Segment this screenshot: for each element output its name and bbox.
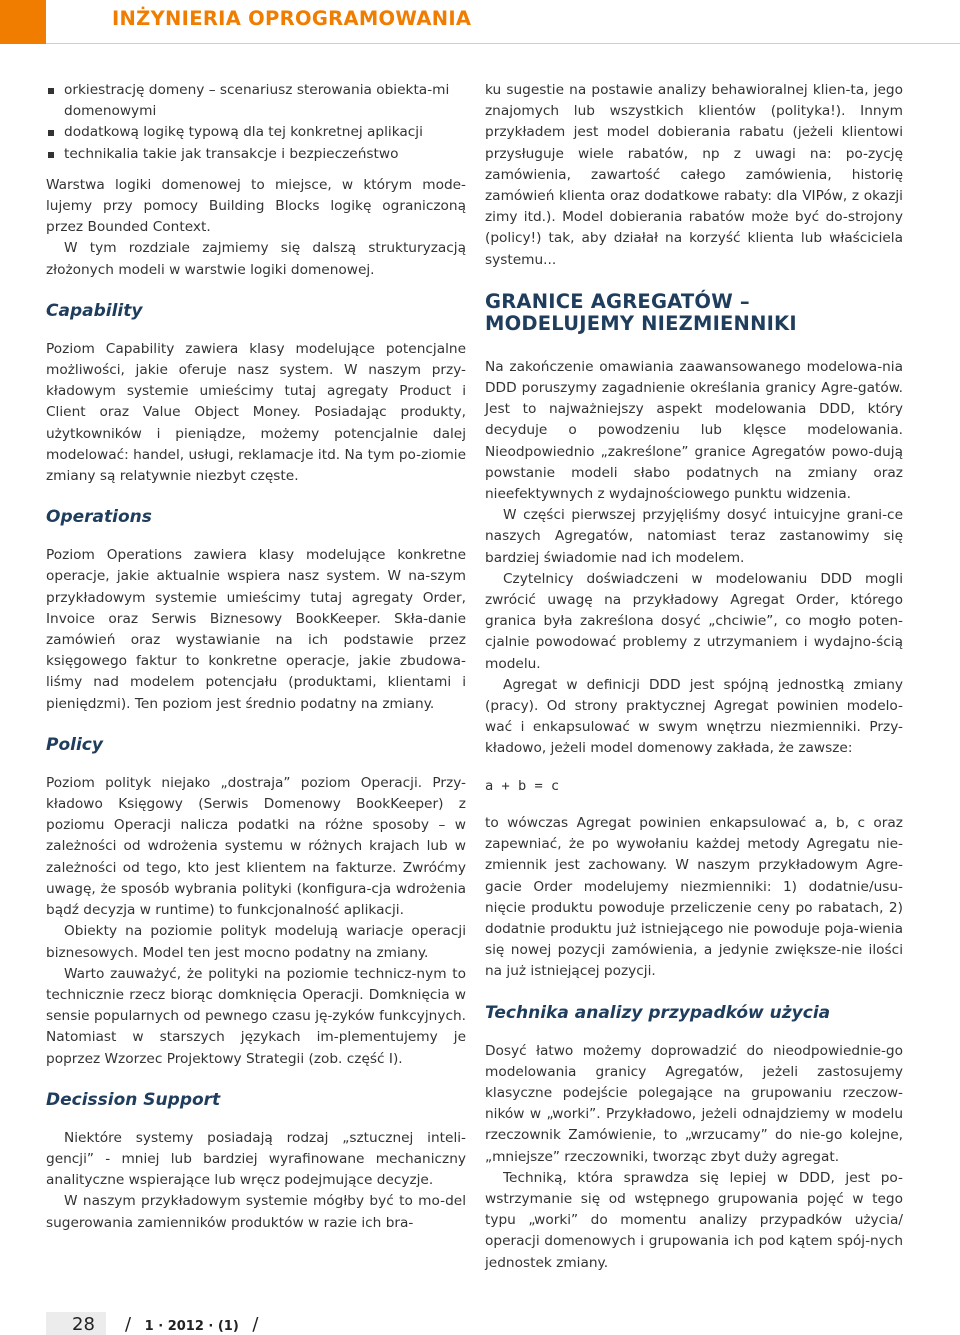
list-item: orkiestrację domeny – scenariusz sterowania obiekta-mi domenowymi xyxy=(46,80,466,122)
paragraph: Obiekty na poziomie polityk modelują wariacje operacji biznesowych. Model ten jest mocno podatny na zmiany. xyxy=(46,923,466,961)
subheading-capability: Capability xyxy=(46,300,143,321)
bullet-icon xyxy=(48,88,54,94)
paragraph: W naszym przykładowym systemie mógłby być to mo-del sugerowania zamienników produktów w razie ich bra- xyxy=(46,1193,466,1231)
paragraph: Techniką, która sprawdza się lepiej w DDD, jest po-wstrzymanie się od wstępnego grupowania pojęć w tego typu „worki” do momentu analizy przypadków użycia/ operacji domenowych i grupowania ich pod kątem spój-nych jednostek zmiany. xyxy=(485,1169,903,1271)
issue-info: / 1 · 2012 · (1) / xyxy=(125,1314,259,1335)
section-title: INŻYNIERIA OPROGRAMOWANIA xyxy=(112,7,472,30)
left-column xyxy=(46,80,466,1234)
list-item: technikalia takie jak transakcje i bezpieczeństwo xyxy=(46,144,466,165)
section-heading: GRANICE AGREGATÓW – MODELUJEMY NIEZMIENNIKI xyxy=(485,289,797,335)
paragraph: ku sugestie na postawie analizy behawioralnej klien-ta, jego znajomych lub wszystkich klientów (polityka!). Innym przykładem jest model dobierania rabatu (jeżeli klientowi przysługuje wiele rabatów, np z uwagi na: po-zycję zamówienia, zawartość całego zamówienia, historię zamówień klienta oraz dodatkowe rabaty: dla VIPów, z okazji zimy itd.). Model dobierania rabatów może być do-strojony (policy!) tak, aby działał na korzyść klienta lub właściciela systemu... xyxy=(485,82,903,268)
paragraph: Agregat w definicji DDD jest spójną jednostką zmiany (pracy). Od strony praktycznej Agregat powinien modelo-wać i enkapsulować w swym wnętrzu niezmienniki. Przy-kładowo, jeżeli model domenowy zakłada, że zawsze: xyxy=(485,676,903,757)
paragraph: W części pierwszej przyjęliśmy dosyć intuicyjne grani-ce naszych Agregatów, natomiast teraz zastanowimy się bardziej świadomie nad ich modelem. xyxy=(485,507,903,566)
paragraph: Czytelnicy doświadczeni w modelowaniu DDD mogli zwrócić uwagę na przykładowy Agregat Order, którego granica była zakreślona dosyć „chciwie”, co mogło poten-cjalnie powodować problemy z utrzymaniem i wydajno-ścią modelu. xyxy=(485,570,903,672)
list-item: dodatkową logikę typową dla tej konkretnej aplikacji xyxy=(46,122,466,143)
paragraph: Poziom Capability zawiera klasy modelujące potencjalne możliwości, jakie oferuje nasz system. W naszym przy-kładowym systemie umieścimy tutaj agregaty Product i Client oraz Value Object Money. Posiadając produkty, użytkowników i pieniądze, możemy potencjalnie dalej modelować: handel, usługi, reklamacje itd. Na tym po-ziomie zmiany są relatywnie niezbyt częste. xyxy=(46,340,466,485)
subheading-policy: Policy xyxy=(46,734,103,755)
paragraph: Poziom Operations zawiera klasy modelujące konkretne operacje, jakie aktualnie wspiera nasz system. W na-szym przykładowym systemie umieścimy tutaj agregaty Order, Invoice oraz Serwis Biznesowy BookKeeper. Skła-danie zamówień oraz wystawianie na ich podstawie przez księgowego faktur to konkretne operacje, jakie zbudowa-liśmy nad modelem potencjału (produktami, klientami i pieniędzmi). Ten poziom jest średnio podatny na zmiany. xyxy=(46,547,466,712)
bullet-icon xyxy=(48,152,54,158)
paragraph: to wówczas Agregat powinien enkapsulować a, b, c oraz zapewniać, że po wywołaniu każdej metody Agregatu nie-zmiennik jest zachowany. W naszym przykładowym Agre-gacie Order modelujemy niezmienniki: 1) dodatnie/usu-nięcie produktu powoduje przeliczenie ceny po rabatach, 2) dodatnie produktu już istniejącego nie powoduje poja-wienia się nowej pozycji zamówienia, a jedynie zwiększe-nie ilości na już istniejącej pozycji. xyxy=(485,814,903,980)
subheading-operations: Operations xyxy=(46,507,152,528)
page-header xyxy=(0,0,960,44)
formula: a + b = c xyxy=(485,777,560,794)
paragraph: Warstwa logiki domenowej to miejsce, w którym mode-lujemy przy pomocy Building Blocks logikę ograniczoną przez Bounded Context. xyxy=(46,176,466,236)
header-accent-bar xyxy=(0,0,46,44)
bullet-icon xyxy=(48,130,54,136)
subheading-technika: Technika analizy przypadków użycia xyxy=(485,1002,831,1023)
header-divider xyxy=(46,43,960,44)
page-footer xyxy=(0,1300,960,1335)
paragraph: Niektóre systemy posiadają rodzaj „sztucznej inteli-gencji” - mniej lub bardziej wyrafinowane mechaniczny analityczne wspierające lub wręcz podejmujące decyzje. xyxy=(46,1129,466,1189)
paragraph: Na zakończenie omawiania zaawansowanego modelowa-nia DDD poruszymy zagadnienie określania granicy Agre-gatów. Jest to najważniejszy aspekt modelowania DDD, który decyduje o powodzeniu lub klęsce modelowania. Nieodpowiednio „zakreślone” granice Agregatów powo-dują powstanie modeli słabo podatnych na zmiany oraz nieefektywnych z wydajnościowego punktu widzenia. xyxy=(485,358,903,503)
paragraph: W tym rozdziale zajmiemy się dalszą strukturyzacją złożonych modeli w warstwie logiki domenowej. xyxy=(46,240,466,278)
bullet-list xyxy=(46,80,466,165)
subheading-decision-support: Decission Support xyxy=(46,1089,221,1110)
paragraph: Poziom polityk niejako „dostraja” poziom Operacji. Przy-kładowo Księgowy (Serwis Domenowy BookKeeper) z poziomu Operacji nalicza podatki na różne sposoby – w zależności od wdrożenia systemu w różnych krajach lub w zależności od tego, kto jest klientem na fakturze. Zwróćmy uwagę, że sposób wybrania polityki (konfigura-cja wdrożenia bądź decyzja w runtime) to funkcjonalność aplikacji. xyxy=(46,774,466,919)
page-number: 28 xyxy=(72,1314,95,1335)
right-column xyxy=(485,80,903,1274)
paragraph: Warto zauważyć, że polityki na poziomie technicz-nym to technicznie rzecz biorąc domknięcia Operacji. Domknięcia w sensie popularnych od pewnego czasu ję-zyków funkcyjnych. Natomiast w starszych językach im-plementujemy je poprzez Wzorzec Projektowy Strategii (zob. część I). xyxy=(46,965,466,1067)
paragraph: Dosyć łatwo możemy doprowadzić do nieodpowiednie-go modelowania granicy Agregatów, jeżeli zastosujemy klasyczne podejście polegające na grupowaniu rzeczow-ników w „worki”. Przykładowo, jeżeli odnajdziemy w modelu rzeczownik Zamówienie, to „wrzucamy” do nie-go kolejne, „mniejsze” rzeczowniki, tworząc zbyt duży agregat. xyxy=(485,1042,903,1165)
